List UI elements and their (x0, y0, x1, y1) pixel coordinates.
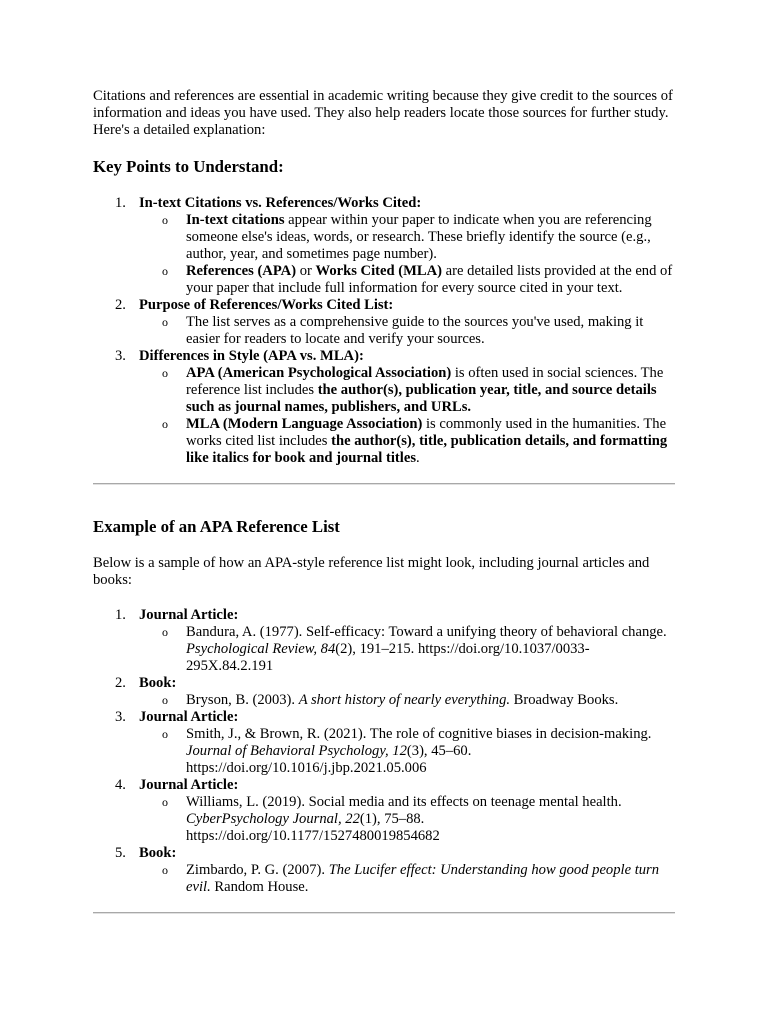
list-item (93, 195, 675, 297)
reference-item (93, 709, 675, 777)
reference-italic: The Lucifer effect: Understanding how good people turn evil. (186, 862, 660, 895)
sub-list (139, 212, 675, 297)
sub-list (139, 692, 675, 709)
horizontal-divider (93, 483, 675, 485)
key-points-list (93, 195, 675, 467)
bullet-text: The list serves as a comprehensive guide to the sources you've used, making it easier for readers to locate and verify your sources. (186, 314, 644, 347)
list-item-title: Purpose of References/Works Cited List: (139, 297, 394, 313)
list-item-title: In-text Citations vs. References/Works Cited: (139, 195, 422, 211)
bullet-marker: o (162, 315, 168, 329)
list-number: 1. (115, 195, 126, 211)
bullet-marker: o (162, 625, 168, 639)
reference-entry (139, 692, 675, 709)
list-number: 2. (115, 675, 126, 691)
reference-text: (2), 191–215. https://doi.org/10.1037/0033-295X.84.2.191 (186, 641, 590, 674)
reference-entry (139, 726, 675, 777)
list-item (93, 348, 675, 467)
sub-list (139, 726, 675, 777)
sub-list (139, 314, 675, 348)
reference-text: Smith, J., & Brown, R. (2021). The role of cognitive biases in decision-making. (186, 726, 652, 742)
reference-item (93, 607, 675, 675)
bold-term: the author(s), publication year, title, and source details such as journal names, publishers, and URLs. (186, 382, 657, 415)
sub-list-item (139, 314, 675, 348)
reference-text: (1), 75–88. https://doi.org/10.1177/1527480019854682 (186, 811, 440, 844)
reference-type: Book: (139, 845, 177, 861)
sub-list (139, 365, 675, 467)
bold-term: APA (American Psychological Association) (186, 365, 452, 381)
sub-list-item (139, 365, 675, 416)
list-number: 4. (115, 777, 126, 793)
reference-entry (139, 862, 675, 896)
reference-italic: CyberPsychology Journal, 22 (186, 811, 360, 827)
sub-list-item (139, 263, 675, 297)
list-number: 2. (115, 297, 126, 313)
key-points-heading: Key Points to Understand: (93, 157, 284, 176)
reference-entry (139, 794, 675, 845)
reference-type: Journal Article: (139, 607, 239, 623)
bullet-marker: o (162, 863, 168, 877)
intro-paragraph: Citations and references are essential in academic writing because they give credit to the sources of information and ideas you have used. They also help readers locate those sources for further study. Here's a detailed explanation: (93, 88, 673, 138)
bullet-text: . (416, 450, 420, 466)
reference-type: Book: (139, 675, 177, 691)
bullet-marker: o (162, 795, 168, 809)
bullet-marker: o (162, 727, 168, 741)
reference-type: Journal Article: (139, 709, 239, 725)
bullet-marker: o (162, 693, 168, 707)
bold-term: Works Cited (MLA) (315, 263, 443, 279)
bullet-text: or (296, 263, 316, 279)
reference-text: Zimbardo, P. G. (2007). (186, 862, 329, 878)
bold-term: the author(s), title, publication details, and formatting like italics for book and journal titles (186, 433, 668, 466)
bold-term: MLA (Modern Language Association) (186, 416, 423, 432)
list-number: 3. (115, 348, 126, 364)
reference-text: (3), 45–60. https://doi.org/10.1016/j.jbp.2021.05.006 (186, 743, 472, 776)
reference-text: Williams, L. (2019). Social media and its effects on teenage mental health. (186, 794, 622, 810)
sub-list (139, 624, 675, 675)
bullet-marker: o (162, 417, 168, 431)
sub-list-item (139, 416, 675, 467)
sub-list (139, 794, 675, 845)
list-number: 5. (115, 845, 126, 861)
bullet-text: is often used in social sciences. The reference list includes (186, 365, 664, 398)
reference-item (93, 675, 675, 709)
bold-term: In-text citations (186, 212, 285, 228)
reference-list (93, 607, 675, 896)
bold-term: References (APA) (186, 263, 297, 279)
reference-text: Bryson, B. (2003). (186, 692, 299, 708)
reference-italic: Journal of Behavioral Psychology, 12 (186, 743, 407, 759)
bullet-marker: o (162, 264, 168, 278)
sub-list-item (139, 212, 675, 263)
reference-item (93, 777, 675, 845)
sub-list (139, 862, 675, 896)
reference-text: Bandura, A. (1977). Self-efficacy: Toward a unifying theory of behavioral change. (186, 624, 667, 640)
apa-example-heading: Example of an APA Reference List (93, 517, 340, 536)
reference-italic: Psychological Review, 84 (186, 641, 336, 657)
bullet-marker: o (162, 366, 168, 380)
reference-text: Broadway Books. (510, 692, 619, 708)
horizontal-divider (93, 912, 675, 914)
list-item-title: Differences in Style (APA vs. MLA): (139, 348, 364, 364)
reference-type: Journal Article: (139, 777, 239, 793)
bullet-text: appear within your paper to indicate when you are referencing someone else's ideas, words, or research. These briefly identify the source (e.g., author, year, and sometimes page number). (186, 212, 652, 262)
reference-italic: A short history of nearly everything. (298, 692, 511, 708)
reference-entry (139, 624, 675, 675)
bullet-text: is commonly used in the humanities. The works cited list includes (186, 416, 667, 449)
reference-item (93, 845, 675, 896)
document-page (93, 88, 675, 914)
list-item (93, 297, 675, 348)
apa-intro-paragraph: Below is a sample of how an APA-style reference list might look, including journal articles and books: (93, 555, 650, 588)
reference-text: Random House. (210, 879, 309, 895)
bullet-marker: o (162, 213, 168, 227)
list-number: 3. (115, 709, 126, 725)
list-number: 1. (115, 607, 126, 623)
bullet-text: are detailed lists provided at the end of your paper that include full information for every source cited in your text. (186, 263, 673, 296)
